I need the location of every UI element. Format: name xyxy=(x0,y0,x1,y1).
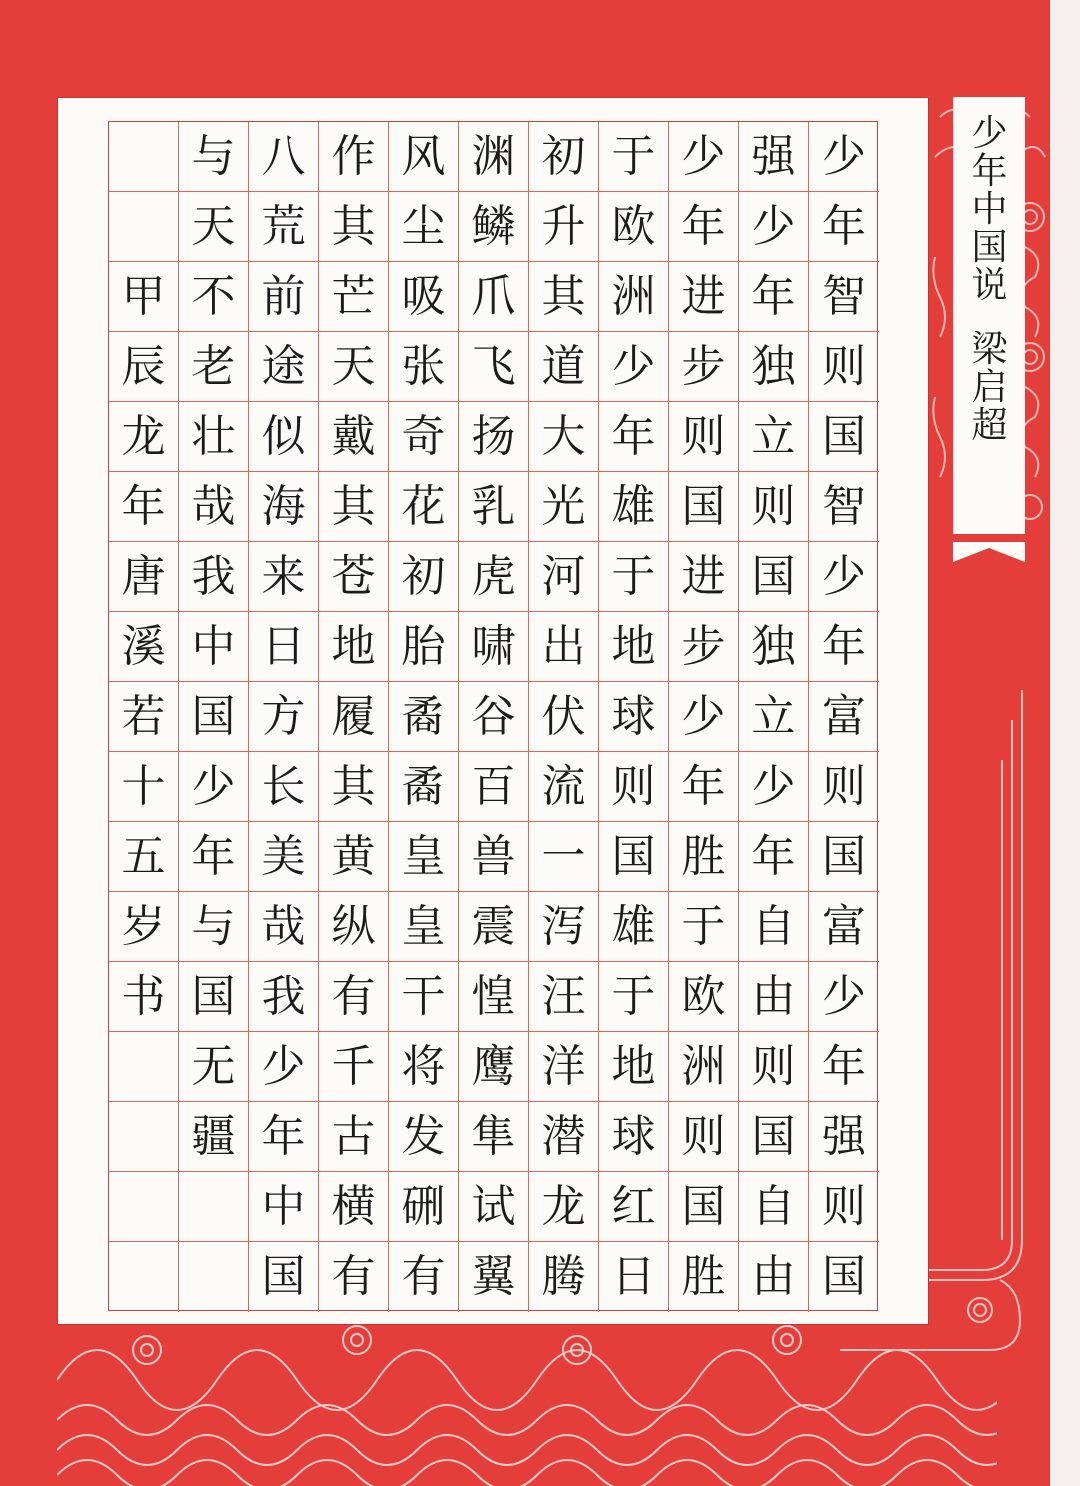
grid-cell: 少 xyxy=(739,192,809,262)
grid-cell: 年 xyxy=(599,402,669,472)
grid-cell: 中 xyxy=(249,1172,319,1242)
title-character: 年 xyxy=(971,151,1008,192)
grid-cell: 立 xyxy=(739,682,809,752)
grid-cell: 则 xyxy=(599,752,669,822)
grid-cell: 大 xyxy=(529,402,599,472)
grid-cell: 辰 xyxy=(109,332,179,402)
author-character: 启 xyxy=(971,367,1008,408)
grid-cell: 震 xyxy=(459,892,529,962)
grid-cell: 国 xyxy=(249,1242,319,1312)
grid-cell: 进 xyxy=(669,542,739,612)
grid-cell: 我 xyxy=(179,542,249,612)
grid-cell: 年 xyxy=(809,1032,879,1102)
grid-cell: 少 xyxy=(669,682,739,752)
grid-cell: 试 xyxy=(459,1172,529,1242)
grid-cell: 少 xyxy=(249,1032,319,1102)
grid-cell: 雄 xyxy=(599,892,669,962)
grid-cell: 独 xyxy=(739,332,809,402)
grid-cell: 发 xyxy=(389,1102,459,1172)
grid-cell: 国 xyxy=(739,1102,809,1172)
grid-cell: 作 xyxy=(319,122,389,192)
grid-cell: 一 xyxy=(529,822,599,892)
grid-cell: 古 xyxy=(319,1102,389,1172)
grid-cell: 国 xyxy=(599,822,669,892)
grid-cell: 流 xyxy=(529,752,599,822)
grid-cell: 球 xyxy=(599,1102,669,1172)
grid-cell: 唐 xyxy=(109,542,179,612)
grid-cell: 爪 xyxy=(459,262,529,332)
grid-cell: 十 xyxy=(109,752,179,822)
grid-cell: 强 xyxy=(809,1102,879,1172)
grid-cell: 虎 xyxy=(459,542,529,612)
grid-cell: 将 xyxy=(389,1032,459,1102)
grid-cell xyxy=(179,1172,249,1242)
grid-cell: 少 xyxy=(809,962,879,1032)
grid-cell: 皇 xyxy=(389,822,459,892)
grid-cell: 地 xyxy=(599,1032,669,1102)
grid-cell: 天 xyxy=(179,192,249,262)
grid-cell: 年 xyxy=(739,262,809,332)
title-character: 中 xyxy=(971,189,1008,230)
grid-cell: 尘 xyxy=(389,192,459,262)
grid-cell: 岁 xyxy=(109,892,179,962)
grid-cell: 年 xyxy=(809,612,879,682)
grid-cell: 扬 xyxy=(459,402,529,472)
title-ribbon-tail xyxy=(953,542,1025,562)
grid-cell: 飞 xyxy=(459,332,529,402)
grid-cell: 雄 xyxy=(599,472,669,542)
grid-cell xyxy=(109,1172,179,1242)
grid-cell: 芒 xyxy=(319,262,389,332)
grid-cell: 张 xyxy=(389,332,459,402)
grid-cell: 不 xyxy=(179,262,249,332)
grid-cell: 前 xyxy=(249,262,319,332)
grid-cell: 履 xyxy=(319,682,389,752)
grid-cell: 则 xyxy=(809,752,879,822)
grid-cell: 国 xyxy=(809,402,879,472)
grid-cell xyxy=(179,1242,249,1312)
grid-cell: 道 xyxy=(529,332,599,402)
grid-cell: 来 xyxy=(249,542,319,612)
grid-cell: 则 xyxy=(669,402,739,472)
grid-cell: 少 xyxy=(809,122,879,192)
character-grid xyxy=(108,121,878,1311)
grid-cell: 哉 xyxy=(179,472,249,542)
grid-cell: 戴 xyxy=(319,402,389,472)
grid-cell: 由 xyxy=(739,1242,809,1312)
grid-cell: 洋 xyxy=(529,1032,599,1102)
grid-cell: 国 xyxy=(669,1172,739,1242)
grid-cell xyxy=(109,122,179,192)
author-character: 超 xyxy=(971,405,1008,446)
grid-cell: 我 xyxy=(249,962,319,1032)
grid-cell: 国 xyxy=(822,1251,866,1302)
author-character: 梁 xyxy=(971,329,1008,370)
grid-cell: 于 xyxy=(599,962,669,1032)
grid-cell: 则 xyxy=(739,472,809,542)
grid-cell: 步 xyxy=(669,332,739,402)
title-strip xyxy=(953,97,1025,534)
grid-cell: 长 xyxy=(249,752,319,822)
grid-cell: 溪 xyxy=(109,612,179,682)
grid-cell: 其 xyxy=(319,192,389,262)
grid-cell: 啸 xyxy=(459,612,529,682)
grid-cell: 海 xyxy=(249,472,319,542)
grid-cell: 洲 xyxy=(669,1032,739,1102)
grid-cell: 其 xyxy=(319,752,389,822)
grid-cell: 乳 xyxy=(459,472,529,542)
grid-cell: 强 xyxy=(739,122,809,192)
grid-cell: 国 xyxy=(739,542,809,612)
grid-cell: 泻 xyxy=(529,892,599,962)
grid-cell: 洲 xyxy=(599,262,669,332)
grid-cell: 美 xyxy=(249,822,319,892)
grid-cell: 少 xyxy=(599,332,669,402)
work-title xyxy=(971,115,1007,305)
grid-cell: 与 xyxy=(179,122,249,192)
grid-cell: 初 xyxy=(529,122,599,192)
grid-cell: 少 xyxy=(179,752,249,822)
grid-cell xyxy=(109,1242,179,1312)
author-name xyxy=(971,331,1007,445)
grid-cell: 横 xyxy=(319,1172,389,1242)
grid-cell: 立 xyxy=(739,402,809,472)
title-character: 少 xyxy=(971,113,1008,154)
grid-cell: 鹰 xyxy=(459,1032,529,1102)
grid-cell: 欧 xyxy=(599,192,669,262)
grid-cell: 日 xyxy=(599,1242,669,1312)
grid-cell: 年 xyxy=(739,822,809,892)
grid-cell: 黄 xyxy=(319,822,389,892)
grid-cell: 于 xyxy=(669,892,739,962)
grid-cell: 花 xyxy=(389,472,459,542)
grid-cell: 八 xyxy=(249,122,319,192)
grid-cell: 步 xyxy=(669,612,739,682)
grid-cell: 硎 xyxy=(389,1172,459,1242)
grid-cell: 吸 xyxy=(389,262,459,332)
grid-cell: 则 xyxy=(809,332,879,402)
title-character: 说 xyxy=(971,265,1008,306)
grid-cell: 胜 xyxy=(669,1242,739,1312)
grid-cell: 其 xyxy=(319,472,389,542)
grid-cell: 富 xyxy=(809,892,879,962)
grid-cell: 其 xyxy=(529,262,599,332)
grid-cell: 渊 xyxy=(459,122,529,192)
grid-cell: 年 xyxy=(249,1102,319,1172)
grid-cell: 由 xyxy=(739,962,809,1032)
grid-cell: 途 xyxy=(249,332,319,402)
grid-cell: 五 xyxy=(109,822,179,892)
grid-cell: 甲 xyxy=(109,262,179,332)
grid-cell: 国 xyxy=(179,962,249,1032)
grid-cell: 有 xyxy=(319,962,389,1032)
grid-cell: 矞 xyxy=(389,682,459,752)
grid-cell: 龙 xyxy=(109,402,179,472)
grid-cell: 红 xyxy=(599,1172,669,1242)
grid-cell: 翼 xyxy=(459,1242,529,1312)
grid-cell: 有 xyxy=(319,1242,389,1312)
grid-cell: 富 xyxy=(809,682,879,752)
grid-cell: 于 xyxy=(599,542,669,612)
grid-cell: 则 xyxy=(809,1172,879,1242)
grid-cell: 疆 xyxy=(179,1102,249,1172)
grid-cell: 老 xyxy=(179,332,249,402)
grid-cell: 与 xyxy=(179,892,249,962)
grid-cell: 苍 xyxy=(319,542,389,612)
grid-cell: 百 xyxy=(459,752,529,822)
grid-cell: 壮 xyxy=(179,402,249,472)
grid-cell: 中 xyxy=(179,612,249,682)
grid-cell: 年 xyxy=(669,192,739,262)
grid-cell: 荒 xyxy=(249,192,319,262)
grid-cell: 则 xyxy=(739,1032,809,1102)
grid-cell: 少 xyxy=(739,752,809,822)
grid-cell: 无 xyxy=(179,1032,249,1102)
grid-cell: 球 xyxy=(599,682,669,752)
grid-cell: 谷 xyxy=(459,682,529,752)
grid-cell: 风 xyxy=(389,122,459,192)
title-character: 国 xyxy=(971,227,1008,268)
grid-cell: 自 xyxy=(739,892,809,962)
grid-cell: 胜 xyxy=(669,822,739,892)
grid-cell: 有 xyxy=(389,1242,459,1312)
grid-cell: 地 xyxy=(319,612,389,682)
grid-cell: 则 xyxy=(669,1102,739,1172)
grid-cell: 天 xyxy=(319,332,389,402)
grid-cell: 兽 xyxy=(459,822,529,892)
grid-cell: 鳞 xyxy=(459,192,529,262)
grid-cell: 龙 xyxy=(529,1172,599,1242)
grid-cell: 升 xyxy=(529,192,599,262)
grid-cell: 日 xyxy=(249,612,319,682)
grid-cell: 汪 xyxy=(529,962,599,1032)
grid-cell: 书 xyxy=(109,962,179,1032)
grid-cell: 自 xyxy=(739,1172,809,1242)
grid-cell: 纵 xyxy=(319,892,389,962)
grid-cell: 胎 xyxy=(389,612,459,682)
grid-cell: 年 xyxy=(809,192,879,262)
grid-cell: 智 xyxy=(809,262,879,332)
grid-cell: 惶 xyxy=(459,962,529,1032)
grid-cell: 矞 xyxy=(389,752,459,822)
grid-cell: 河 xyxy=(529,542,599,612)
grid-cell: 少 xyxy=(669,122,739,192)
grid-cell xyxy=(109,192,179,262)
grid-cell: 国 xyxy=(179,682,249,752)
grid-cell: 少 xyxy=(809,542,879,612)
page-edge xyxy=(1050,0,1080,1486)
grid-cell: 年 xyxy=(179,822,249,892)
grid-cell: 似 xyxy=(249,402,319,472)
grid-cell: 方 xyxy=(249,682,319,752)
grid-cell: 年 xyxy=(669,752,739,822)
grid-cell: 隼 xyxy=(459,1102,529,1172)
grid-cell: 若 xyxy=(109,682,179,752)
grid-cell: 国 xyxy=(809,822,879,892)
grid-cell: 地 xyxy=(599,612,669,682)
grid-cell: 欧 xyxy=(669,962,739,1032)
grid-cell: 哉 xyxy=(249,892,319,962)
grid-cell: 于 xyxy=(599,122,669,192)
grid-cell xyxy=(109,1032,179,1102)
grid-cell: 年 xyxy=(109,472,179,542)
grid-cell: 国 xyxy=(669,472,739,542)
grid-cell: 千 xyxy=(319,1032,389,1102)
grid-cell: 皇 xyxy=(389,892,459,962)
grid-cell: 奇 xyxy=(389,402,459,472)
grid-cell: 初 xyxy=(389,542,459,612)
grid-cell: 出 xyxy=(529,612,599,682)
grid-cell: 腾 xyxy=(529,1242,599,1312)
grid-cell: 干 xyxy=(389,962,459,1032)
grid-cell: 独 xyxy=(739,612,809,682)
grid-cell: 光 xyxy=(529,472,599,542)
grid-cell: 伏 xyxy=(529,682,599,752)
grid-cell: 进 xyxy=(669,262,739,332)
grid-cell xyxy=(109,1102,179,1172)
grid-cell: 潜 xyxy=(529,1102,599,1172)
grid-cell: 智 xyxy=(809,472,879,542)
